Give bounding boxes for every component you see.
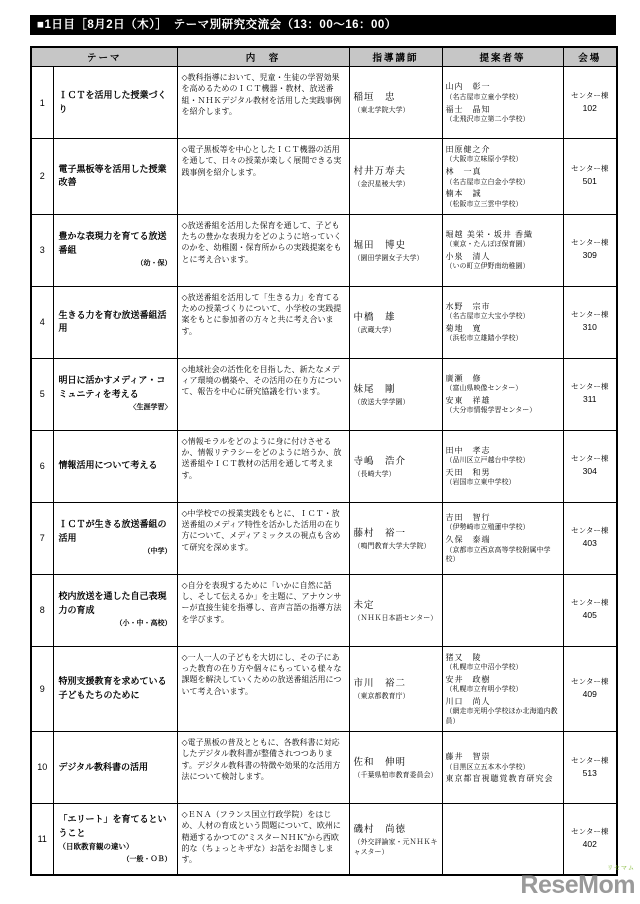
theme-cell [53, 139, 177, 215]
col-header-venue: 会場 [563, 47, 617, 67]
venue-building: センター棟 [571, 755, 609, 765]
proposer-org: （名古屋市立童小学校） [445, 93, 523, 101]
table-row [31, 286, 617, 358]
proposer-name: 吉田 智行 [445, 512, 491, 522]
row-number: 7 [31, 502, 53, 574]
theme-subtext: （日欧教育観の違い） [58, 842, 134, 852]
theme-text: 明日に活かすメディア・コミュニティを考える [58, 375, 166, 399]
proposers-cell [442, 502, 563, 574]
venue-building: センター棟 [571, 526, 609, 536]
instructor-name: 堀田 博史 [353, 239, 407, 251]
venue-room: 402 [582, 839, 597, 850]
content-cell: ◇教科指導において、児童・生徒の学習効果を高めるためのＩＣＴ機器・教材、放送番組・ＮＨＫデジタル教材を活用した実践事例を紹介します。 [177, 67, 349, 139]
instructor-cell [349, 358, 442, 430]
venue-building: センター棟 [571, 164, 609, 174]
col-header-theme: テーマ [31, 47, 177, 67]
proposer-name: 山内 彰一 [445, 82, 491, 92]
resemom-logo-kana: リセマム [607, 866, 635, 872]
row-number: 5 [31, 358, 53, 430]
instructor-cell [349, 803, 442, 875]
instructor-org: （鳴門教育大学大学院） [353, 542, 431, 550]
resemom-logo-text: ReseMom [520, 871, 635, 899]
instructor-org: （金沢星稜大学） [353, 180, 410, 188]
content-cell: ◇電子黒板等を中心としたＩＣＴ機器の活用を通して、日々の授業が楽しく展開できる実践事例を紹介します。 [177, 139, 349, 215]
proposer-org: （札幌市立中沼小学校） [445, 663, 523, 671]
proposer-name: 菊地 寛 [445, 324, 482, 334]
venue-cell [563, 731, 617, 803]
col-header-instructor: 指導講師 [349, 47, 442, 67]
proposer-name: 藤井 智崇 [445, 752, 491, 762]
row-number: 10 [31, 731, 53, 803]
proposer-name: 田中 孝志 [445, 445, 491, 455]
instructor-org: （東京都教育庁） [353, 693, 410, 701]
proposers-cell [442, 731, 563, 803]
instructor-org: （長崎大学） [353, 470, 396, 478]
table-row [31, 67, 617, 139]
venue-building: センター棟 [571, 676, 609, 686]
instructor-name: 藤村 裕一 [353, 527, 407, 539]
page-title: ■1日目［8月2日（木）］ テーマ別研究交流会（13：00～16：00） [30, 15, 616, 35]
proposer-name: 東京都盲視聴覚教育研究会 [445, 774, 554, 784]
theme-text: ＩＣＴが生きる放送番組の活用 [58, 519, 167, 543]
instructor-name: 中橋 雄 [353, 311, 396, 323]
theme-text: 特別支援教育を求めている子どもたちのために [58, 676, 167, 700]
venue-building: センター棟 [571, 90, 609, 100]
instructor-cell [349, 67, 442, 139]
instructor-org: （武蔵大学） [353, 326, 396, 334]
col-header-proposers: 提案者等 [442, 47, 563, 67]
content-cell: ◇放送番組を活用した保育を通して、子どもたちの豊かな表現力をどのように培っていくのかを、幼稚園・保育所からの実践提案をもとに考え合います。 [177, 214, 349, 286]
row-number: 8 [31, 574, 53, 646]
proposer-org: （京都市立西京高等学校附属中学校） [445, 546, 551, 564]
venue-cell [563, 430, 617, 502]
proposer-org: （札幌市立有明小学校） [445, 686, 523, 694]
instructor-name: 稲垣 忠 [353, 92, 396, 104]
venue-room: 304 [582, 466, 597, 477]
proposer-name: 川口 尚人 [445, 696, 491, 706]
row-number: 9 [31, 646, 53, 731]
proposer-name: 林 一真 [445, 167, 482, 177]
theme-note: （一般・ＯＢ） [122, 855, 172, 863]
proposer-name: 安東 祥雄 [445, 396, 491, 406]
theme-cell [53, 430, 177, 502]
theme-cell [53, 646, 177, 731]
proposers-cell [442, 139, 563, 215]
theme-cell [53, 731, 177, 803]
theme-note: （幼・保） [136, 260, 172, 268]
instructor-cell [349, 646, 442, 731]
table-body [31, 67, 617, 876]
proposers-cell [442, 574, 563, 646]
theme-note: （中学） [143, 548, 172, 556]
content-cell: ◇情報モラルをどのように身に付けさせるか、情報リテラシーをどのように培うか、放送番組やＩＣＴ教材の活用を通して考えます。 [177, 430, 349, 502]
proposer-org: （名古屋市立白金小学校） [445, 178, 530, 186]
instructor-org: （園田学園女子大学） [353, 254, 424, 262]
col-header-content: 内 容 [177, 47, 349, 67]
venue-building: センター棟 [571, 454, 609, 464]
theme-note: （小・中・高校） [115, 620, 172, 628]
theme-cell [53, 286, 177, 358]
venue-room: 403 [582, 538, 597, 549]
theme-cell [53, 574, 177, 646]
content-cell: ◇中学校での授業実践をもとに、ＩＣＴ・放送番組のメディア特性を活かした活用の在り方について、メディアミックスの視点も含めて研究を深めます。 [177, 502, 349, 574]
theme-text: 校内放送を通した自己表現力の育成 [58, 591, 167, 615]
table-row [31, 731, 617, 803]
venue-building: センター棟 [571, 827, 609, 837]
venue-cell [563, 646, 617, 731]
theme-cell [53, 803, 177, 875]
proposer-org: （北飛沢市立第二小学校） [445, 115, 530, 123]
venue-cell [563, 139, 617, 215]
proposers-cell [442, 646, 563, 731]
instructor-cell [349, 214, 442, 286]
theme-cell [53, 502, 177, 574]
theme-text: ＩＣＴを活用した授業づくり [58, 90, 167, 114]
content-cell: ◇電子黒板の普及とともに、各教科書に対応したデジタル教科書が整備されつつあります。デジタル教科書の特徴や効果的な活用方法について検討します。 [177, 731, 349, 803]
proposer-org: （浜松市立雄踏小学校） [445, 335, 523, 343]
proposers-cell [442, 67, 563, 139]
venue-room: 405 [582, 610, 597, 621]
venue-room: 309 [582, 250, 597, 261]
venue-cell [563, 502, 617, 574]
proposer-org: （目黒区立五本木小学校） [445, 763, 530, 771]
content-cell: ◇地域社会の活性化を目指した、新たなメディア環境の構築や、その活用の在り方について、報告を中心に研究協議を行います。 [177, 358, 349, 430]
instructor-name: 未定 [353, 599, 375, 611]
proposer-org: （東京・たんぽぽ保育園） [445, 241, 530, 249]
proposer-org: （伊勢崎市立殖蓮中学校） [445, 524, 530, 532]
proposer-org: （名古屋市立大宝小学校） [445, 313, 530, 321]
venue-cell [563, 67, 617, 139]
theme-text: 「エリート」を育てるということ [58, 814, 167, 838]
row-number: 2 [31, 139, 53, 215]
venue-cell [563, 358, 617, 430]
proposer-org: （大阪市立味原小学校） [445, 156, 523, 164]
venue-building: センター棟 [571, 598, 609, 608]
proposers-cell [442, 214, 563, 286]
proposer-name: 楠本 誠 [445, 189, 482, 199]
proposer-org: （品川区立戸越台中学校） [445, 457, 530, 465]
theme-note: 〈生涯学習〉 [129, 404, 172, 412]
instructor-cell [349, 139, 442, 215]
instructor-org: （放送大学学園） [353, 398, 410, 406]
row-number: 6 [31, 430, 53, 502]
theme-text: 生きる力を育む放送番組活用 [58, 309, 167, 334]
proposer-name: 久保 泰端 [445, 535, 491, 545]
instructor-org: （ＮＨＫ日本語センター） [353, 614, 438, 622]
proposer-org: （いの町立伊野南幼稚園） [445, 263, 530, 271]
proposers-cell [442, 358, 563, 430]
venue-cell [563, 286, 617, 358]
venue-building: センター棟 [571, 382, 609, 392]
table-row [31, 574, 617, 646]
instructor-cell [349, 430, 442, 502]
resemom-logo [520, 866, 635, 898]
theme-text: デジタル教科書の活用 [58, 761, 148, 772]
instructor-name: 妹尾 剛 [353, 383, 396, 395]
venue-cell [563, 574, 617, 646]
venue-room: 501 [582, 176, 597, 187]
venue-room: 409 [582, 688, 597, 699]
venue-cell [563, 803, 617, 875]
instructor-name: 佐和 伸明 [353, 757, 407, 769]
table-row [31, 803, 617, 875]
proposer-org: （大分市情報学習センター） [445, 407, 537, 415]
theme-text: 電子黒板等を活用した授業改善 [58, 163, 167, 188]
table-row [31, 214, 617, 286]
instructor-cell [349, 286, 442, 358]
instructor-cell [349, 731, 442, 803]
theme-cell [53, 214, 177, 286]
schedule-table [30, 46, 618, 876]
instructor-name: 磯村 尚徳 [353, 823, 407, 835]
table-row [31, 430, 617, 502]
venue-building: センター棟 [571, 310, 609, 320]
proposers-cell [442, 286, 563, 358]
row-number: 1 [31, 67, 53, 139]
instructor-name: 寺嶋 浩介 [353, 455, 407, 467]
proposers-cell [442, 430, 563, 502]
venue-building: センター棟 [571, 238, 609, 248]
proposer-org: （岩国市立東中学校） [445, 479, 516, 487]
proposer-name: 猪又 陵 [445, 652, 482, 662]
instructor-org: （東北学院大学） [353, 107, 410, 115]
instructor-cell [349, 502, 442, 574]
theme-text: 豊かな表現力を育てる放送番組 [58, 231, 167, 255]
proposer-name: 天田 和男 [445, 468, 491, 478]
proposer-name: 福士 晶知 [445, 104, 491, 114]
table-header-row [31, 47, 617, 67]
instructor-org: （外交評論家・元ＮＨＫキャスター） [353, 838, 438, 856]
proposer-org: （松阪市立三雲中学校） [445, 200, 523, 208]
proposer-name: 廣瀬 修 [445, 373, 482, 383]
content-cell: ◇自分を表現するために「いかに自然に話し、そして伝えるか」を主題に、アナウンサーが直接生徒を指導し、音声言語の指導方法を学びます。 [177, 574, 349, 646]
content-cell: ◇ＥＮＡ（フランス国立行政学院）をはじめ、人材の育成という問題について、欧州に精通するかつての“ミスターＮＨＫ”から西欧的な（ちょっとキザな）お話をお聞きします。 [177, 803, 349, 875]
table-row [31, 502, 617, 574]
proposer-name: 田原健之介 [445, 145, 491, 154]
row-number: 11 [31, 803, 53, 875]
table-row [31, 646, 617, 731]
proposer-name: 小泉 清人 [445, 252, 491, 262]
venue-room: 310 [582, 322, 597, 333]
venue-cell [563, 214, 617, 286]
proposer-org: （網走市光明小学校ほか北海道内教員） [445, 708, 558, 726]
proposer-org: （富山県映像センター） [445, 385, 523, 393]
instructor-cell [349, 574, 442, 646]
theme-text: 情報活用について考える [58, 460, 158, 471]
venue-room: 311 [582, 394, 597, 405]
table-row [31, 358, 617, 430]
proposer-name: 水野 宗市 [445, 301, 491, 311]
theme-cell [53, 67, 177, 139]
instructor-name: 市川 裕二 [353, 678, 407, 690]
content-cell: ◇一人一人の子どもを大切にし、その子にあった教育の在り方や個々にもっている様々な課題を解決していくための放送番組活用について考え合います。 [177, 646, 349, 731]
proposers-cell [442, 803, 563, 875]
theme-cell [53, 358, 177, 430]
table-row [31, 139, 617, 215]
content-cell: ◇放送番組を活用して「生きる力」を育てるための授業づくりについて、小学校の実践提案をもとに参加者の方々と共に考え合います。 [177, 286, 349, 358]
row-number: 3 [31, 214, 53, 286]
proposer-name: 堀越 美栄・坂井 香織 [445, 229, 533, 239]
instructor-org: （千葉県柏市教育委員会） [353, 772, 438, 780]
row-number: 4 [31, 286, 53, 358]
proposer-name: 安井 政樹 [445, 674, 491, 684]
venue-room: 513 [582, 767, 597, 778]
instructor-name: 村井万寿夫 [353, 165, 407, 177]
venue-room: 102 [582, 102, 597, 113]
